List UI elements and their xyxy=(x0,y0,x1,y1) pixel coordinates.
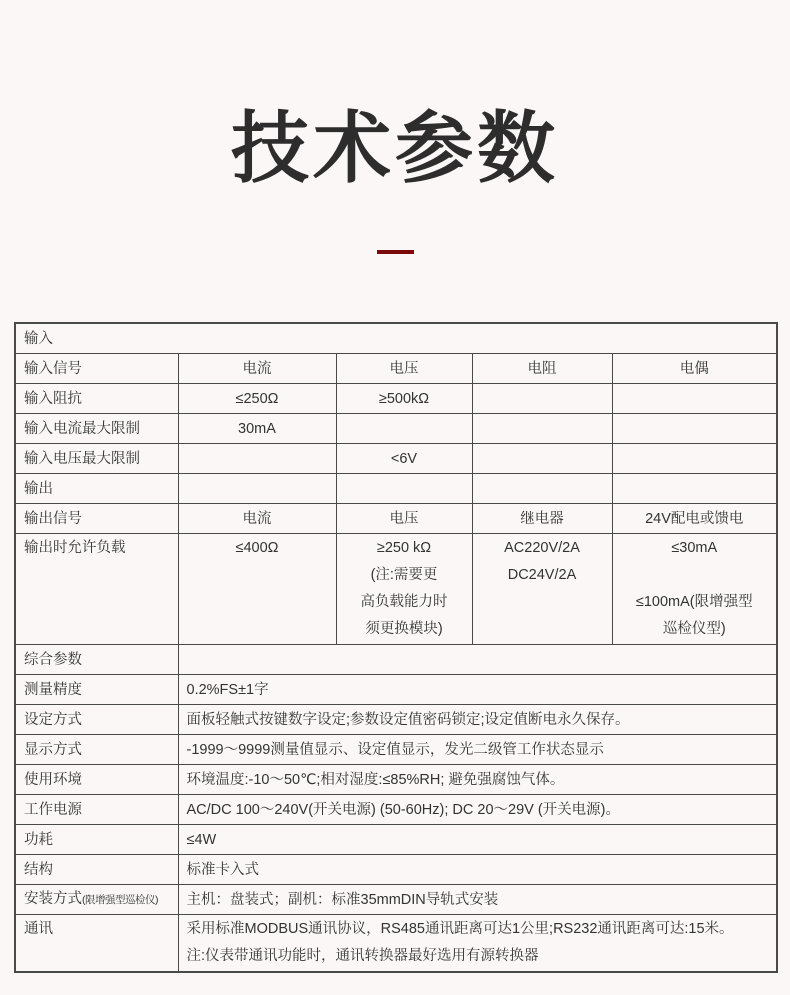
value-cell: ≤250Ω xyxy=(178,384,336,414)
section-label-general: 综合参数 xyxy=(15,645,178,675)
row-label: 通讯 xyxy=(15,915,178,973)
value-cell: AC/DC 100～240V(开关电源) (50-60Hz); DC 20～29V (开关电源)。 xyxy=(178,795,777,825)
row-label: 显示方式 xyxy=(15,735,178,765)
column-header: 继电器 xyxy=(472,504,612,534)
value-cell xyxy=(612,444,777,474)
table-row xyxy=(15,323,777,354)
table-row xyxy=(15,675,777,705)
row-label: 输出时允许负载 xyxy=(15,534,178,645)
value-cell: 主机：盘装式；副机：标准35mmDIN导轨式安装 xyxy=(178,885,777,915)
value-cell xyxy=(472,444,612,474)
table-row xyxy=(15,474,777,504)
table-row xyxy=(15,534,777,645)
column-header: 电阻 xyxy=(472,354,612,384)
value-cell: 0.2%FS±1字 xyxy=(178,675,777,705)
value-cell xyxy=(178,474,336,504)
value-cell: 采用标准MODBUS通讯协议，RS485通讯距离可达1公里;RS232通讯距离可达:15米。 注:仪表带通讯功能时，通讯转换器最好选用有源转换器 xyxy=(178,915,777,973)
row-label: 使用环境 xyxy=(15,765,178,795)
table-row xyxy=(15,414,777,444)
value-cell xyxy=(336,414,472,444)
column-header: 电压 xyxy=(336,504,472,534)
table-row xyxy=(15,504,777,534)
value-cell: 面板轻触式按键数字设定;参数设定值密码锁定;设定值断电永久保存。 xyxy=(178,705,777,735)
value-cell: AC220V/2A DC24V/2A xyxy=(472,534,612,645)
column-header: 电流 xyxy=(178,354,336,384)
value-cell: 环境温度:-10～50℃;相对湿度:≤85%RH; 避免强腐蚀气体。 xyxy=(178,765,777,795)
value-cell xyxy=(472,474,612,504)
row-label: 功耗 xyxy=(15,825,178,855)
value-cell: ≤400Ω xyxy=(178,534,336,645)
section-label-output: 输出 xyxy=(15,474,178,504)
table-row xyxy=(15,855,777,885)
row-label: 安装方式(限增强型巡检仪) xyxy=(15,885,178,915)
page-title: 技术参数 xyxy=(230,104,559,192)
value-cell: ≥500kΩ xyxy=(336,384,472,414)
table-row xyxy=(15,705,777,735)
column-header: 电压 xyxy=(336,354,472,384)
value-cell xyxy=(472,414,612,444)
column-header: 电偶 xyxy=(612,354,777,384)
value-cell: 30mA xyxy=(178,414,336,444)
table-row xyxy=(15,825,777,855)
table-row xyxy=(15,735,777,765)
row-label: 设定方式 xyxy=(15,705,178,735)
table-row xyxy=(15,354,777,384)
table-row xyxy=(15,645,777,675)
value-cell: -1999～9999测量值显示、设定值显示，发光二级管工作状态显示 xyxy=(178,735,777,765)
value-cell xyxy=(178,645,777,675)
row-label: 输入信号 xyxy=(15,354,178,384)
value-cell: ≤30mA ≤100mA(限增强型 巡检仪型) xyxy=(612,534,777,645)
value-cell xyxy=(178,444,336,474)
section-label-input: 输入 xyxy=(15,323,777,354)
table-row xyxy=(15,444,777,474)
table-row xyxy=(15,885,777,915)
value-cell xyxy=(472,384,612,414)
value-cell: ≥250 kΩ (注:需要更 高负载能力时 须更换模块) xyxy=(336,534,472,645)
value-cell: 标准卡入式 xyxy=(178,855,777,885)
value-cell: ≤4W xyxy=(178,825,777,855)
row-label: 输入电压最大限制 xyxy=(15,444,178,474)
row-label-note: (限增强型巡检仪) xyxy=(82,894,158,906)
spec-table xyxy=(14,322,778,973)
row-label: 输入电流最大限制 xyxy=(15,414,178,444)
table-row xyxy=(15,795,777,825)
title-underline-decoration xyxy=(377,250,414,254)
row-label: 输出信号 xyxy=(15,504,178,534)
column-header: 24V配电或馈电 xyxy=(612,504,777,534)
row-label: 工作电源 xyxy=(15,795,178,825)
row-label: 输入阻抗 xyxy=(15,384,178,414)
value-cell xyxy=(336,474,472,504)
value-cell: <6V xyxy=(336,444,472,474)
value-cell xyxy=(612,384,777,414)
row-label: 测量精度 xyxy=(15,675,178,705)
table-row xyxy=(15,384,777,414)
value-cell xyxy=(612,414,777,444)
column-header: 电流 xyxy=(178,504,336,534)
value-cell xyxy=(612,474,777,504)
table-row xyxy=(15,915,777,973)
table-row xyxy=(15,765,777,795)
row-label: 结构 xyxy=(15,855,178,885)
